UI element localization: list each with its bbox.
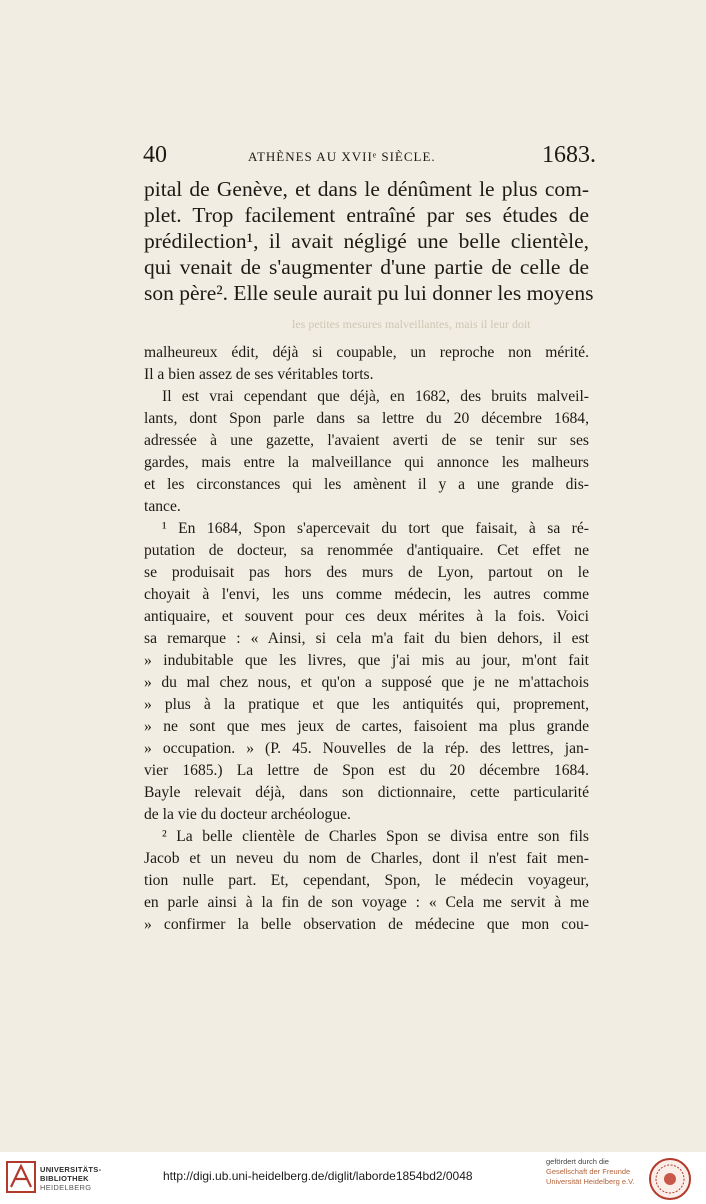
note-line: choyait à l'envi, les uns comme médecin, les autres comme	[144, 586, 589, 603]
note-line: putation de docteur, sa renommée d'antiquaire. Cet effet ne	[144, 542, 589, 559]
note-line: vier 1685.) La lettre de Spon est du 20 décembre 1684.	[144, 762, 589, 779]
running-title: ATHÈNES AU XVIIᵉ SIÈCLE.	[248, 149, 436, 164]
library-name: UNIVERSITÄTS- BIBLIOTHEK HEIDELBERG	[40, 1165, 102, 1192]
sponsor-credit: gefördert durch die Gesellschaft der Freunde Universität Heidelberg e.V.	[546, 1157, 635, 1186]
note-line: gardes, mais entre la malveillance qui annonce les malheurs	[144, 454, 589, 471]
text-line: plet. Trop facilement entraîné par ses études de	[144, 203, 589, 227]
text-line: prédilection¹, il avait négligé une belle clientèle,	[144, 229, 589, 253]
footnote-1-line: ¹ En 1684, Spon s'apercevait du tort que faisait, à sa ré-	[162, 520, 589, 537]
note-line: tance.	[144, 498, 181, 515]
note-line: antiquaire, et souvent pour ces deux mérites à la fois. Voici	[144, 608, 589, 625]
text-line: son père². Elle seule aurait pu lui donner les moyens	[144, 281, 594, 305]
note-line: Bayle relevait déjà, dans son dictionnaire, cette particularité	[144, 784, 589, 801]
university-seal-icon[interactable]	[648, 1157, 692, 1201]
page-number: 40	[143, 142, 167, 168]
note-line: » occupation. » (P. 45. Nouvelles de la rép. des lettres, jan-	[144, 740, 589, 757]
university-library-logo-icon[interactable]	[6, 1161, 36, 1193]
permalink-url[interactable]: http://digi.ub.uni-heidelberg.de/diglit/laborde1854bd2/0048	[163, 1169, 473, 1183]
text-line: pital de Genève, et dans le dénûment le plus com-	[144, 177, 589, 201]
note-line: » plus à la pratique et que les antiquités qui, proprement,	[144, 696, 589, 713]
footnotes	[144, 342, 589, 936]
bleed-through-text: les petites mesures malveillantes, mais il leur doit	[292, 317, 531, 331]
note-line: » du mal chez nous, et qu'on a supposé que je ne m'attachois	[144, 674, 589, 691]
note-line: Il est vrai cependant que déjà, en 1682, des bruits malveil-	[162, 388, 589, 405]
running-year: 1683.	[542, 142, 596, 168]
note-line: Jacob et un neveu du nom de Charles, dont il n'est fait men-	[144, 850, 589, 867]
viewer-footer	[0, 1152, 706, 1204]
note-line: en parle ainsi à la fin de son voyage : « Cela me servit à me	[144, 894, 589, 911]
note-line: malheureux édit, déjà si coupable, un reproche non mérité.	[144, 344, 589, 361]
note-line: se produisait pas hors des murs de Lyon, partout on le	[144, 564, 589, 581]
main-text	[144, 176, 594, 306]
note-line: de la vie du docteur archéologue.	[144, 806, 351, 823]
running-head	[143, 142, 596, 172]
note-line: lants, dont Spon parle dans sa lettre du 20 décembre 1684,	[144, 410, 589, 427]
note-line: adressée à une gazette, l'avaient averti de se tenir sur ses	[144, 432, 589, 449]
text-line: qui venait de s'augmenter d'une partie de celle de	[144, 255, 589, 279]
note-line: sa remarque : « Ainsi, si cela m'a fait du bien dehors, il est	[144, 630, 589, 647]
note-line: et les circonstances qui les amènent il y a une grande dis-	[144, 476, 589, 493]
note-line: » ne sont que mes jeux de cartes, faisoient ma plus grande	[144, 718, 589, 735]
note-line: » indubitable que les livres, que j'ai mis au jour, m'ont fait	[144, 652, 589, 669]
note-line: Il a bien assez de ses véritables torts.	[144, 366, 374, 383]
note-line: » confirmer la belle observation de médecine que mon cou-	[144, 916, 589, 933]
note-line: tion nulle part. Et, cependant, Spon, le médecin voyageur,	[144, 872, 589, 889]
footnote-2-line: ² La belle clientèle de Charles Spon se divisa entre son fils	[162, 828, 589, 845]
